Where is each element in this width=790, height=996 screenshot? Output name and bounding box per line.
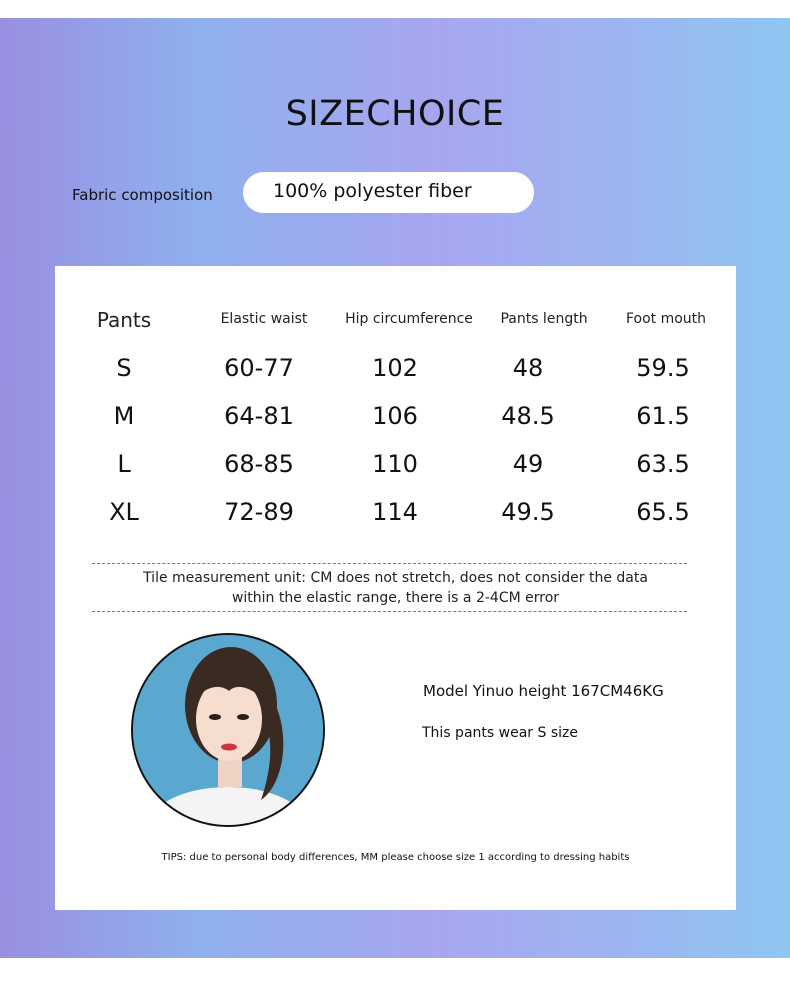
dashed-divider-bottom (92, 611, 687, 612)
length-cell: 48.5 (501, 402, 555, 430)
length-cell: 48 (512, 354, 544, 382)
measurement-note-line-1: Tile measurement unit: CM does not stretch, does not consider the data (143, 570, 648, 586)
foot-mouth-cell: 59.5 (636, 354, 690, 382)
model-avatar (131, 633, 325, 827)
length-cell: 49.5 (501, 498, 555, 526)
header-pants: Pants (96, 308, 152, 332)
hip-cell: 102 (372, 354, 418, 382)
page-title: SIZECHOICE (285, 94, 505, 134)
hip-cell: 110 (372, 450, 418, 478)
fabric-value: 100% polyester fiber (273, 180, 472, 202)
model-portrait-image (133, 635, 323, 825)
size-card (55, 266, 736, 910)
hip-cell: 114 (372, 498, 418, 526)
model-size-worn: This pants wear S size (422, 725, 578, 741)
fabric-value-pill (243, 172, 534, 213)
foot-mouth-cell: 65.5 (636, 498, 690, 526)
waist-cell: 68-85 (224, 450, 294, 478)
waist-cell: 64-81 (224, 402, 294, 430)
size-cell: XL (109, 498, 139, 526)
fabric-label: Fabric composition (72, 186, 213, 204)
tips-note: TIPS: due to personal body differences, MM please choose size 1 according to dressing habits (161, 852, 630, 863)
header-pants-length: Pants length (500, 311, 588, 327)
header-elastic-waist: Elastic waist (220, 311, 308, 327)
length-cell: 49 (512, 450, 544, 478)
waist-cell: 72-89 (224, 498, 294, 526)
model-info: Model Yinuo height 167CM46KG (423, 682, 664, 700)
size-cell: M (113, 402, 135, 430)
foot-mouth-cell: 63.5 (636, 450, 690, 478)
header-foot-mouth: Foot mouth (625, 311, 707, 327)
waist-cell: 60-77 (224, 354, 294, 382)
dashed-divider-top (92, 563, 687, 564)
header-hip-circumference: Hip circumference (345, 311, 473, 327)
measurement-note-line-2: within the elastic range, there is a 2-4CM error (231, 590, 560, 606)
foot-mouth-cell: 61.5 (636, 402, 690, 430)
size-cell: L (117, 450, 131, 478)
size-cell: S (116, 354, 132, 382)
hip-cell: 106 (372, 402, 418, 430)
